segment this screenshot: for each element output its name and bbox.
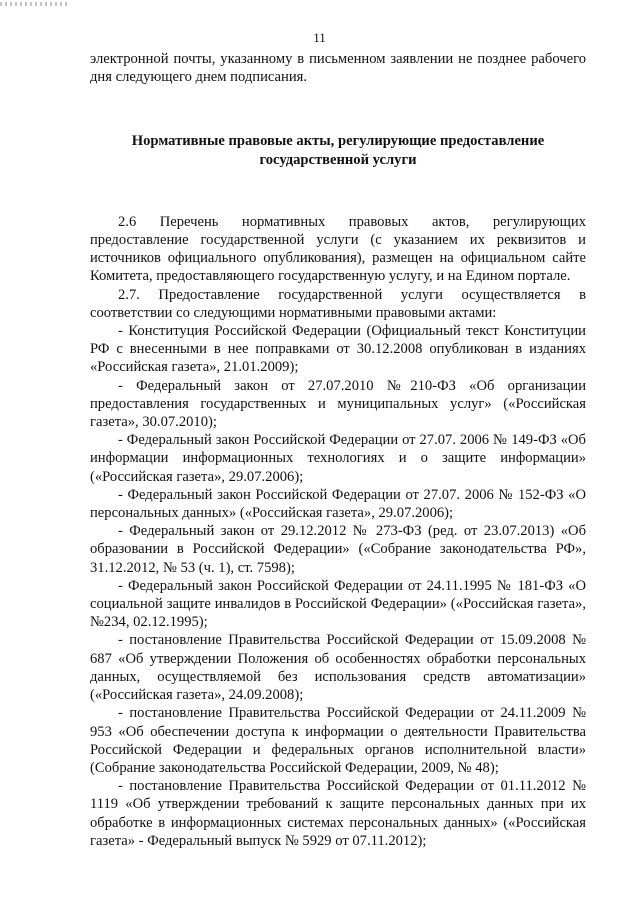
section-heading: Нормативные правовые акты, регулирующие предоставление государственной услуги [131, 133, 545, 168]
list-item-decree-953: - постановление Правительства Российской Федерации от 24.11.2009 № 953 «Об обеспечении доступа к информации о деятельности Правительства Российской Федерации и федеральных органов исполнительной власти» (Собрание законодательства Российской Федерации, 2009, № 48); [90, 705, 586, 776]
scan-artifact [0, 2, 70, 6]
paragraph-2-7: 2.7. Предоставление государственной услуги осуществляется в соответствии со следующими нормативными правовыми актами: [90, 286, 586, 321]
list-item-constitution: - Конституция Российской Федерации (Официальный текст Конституции РФ с внесенными в нее поправками от 30.12.2008 опубликован в изданиях «Российская газета», 21.01.2009); [90, 323, 586, 376]
list-item-law-181: - Федеральный закон Российской Федерации от 24.11.1995 № 181-ФЗ «О социальной защите инвалидов в Российской Федерации» («Российская газета», №234, 02.12.1995); [90, 577, 586, 631]
list-item-law-152: - Федеральный закон Российской Федерации от 27.07. 2006 № 152-ФЗ «О персональных данных» («Российская газета», 29.07.2006); [90, 486, 586, 522]
intro-paragraph: электронной почты, указанному в письменном заявлении не позднее рабочего дня следующего днем подписания. [90, 51, 586, 86]
list-item-law-149: - Федеральный закон Российской Федерации от 27.07. 2006 № 149-ФЗ «Об информации информационных технологиях и о защите информации» («Российская газета», 29.07.2006); [90, 432, 586, 485]
document-body [90, 50, 586, 850]
list-item-law-210: - Федеральный закон от 27.07.2010 №210-ФЗ «Об организации предоставления государственных и муниципальных услуг» («Российская газета», 30.07.2010); [90, 377, 586, 431]
list-item-law-273: - Федеральный закон от 29.12.2012 № 273-ФЗ (ред. от 23.07.2013) «Об образовании в Российской Федерации» («Собрание законодательства РФ», 31.12.2012, № 53 (ч. 1), ст. 7598); [90, 523, 586, 576]
list-item-decree-1119: - постановление Правительства Российской Федерации от 01.11.2012 № 1119 «Об утверждении требований к защите персональных данных при их обработке в информационных системах персональных данных» («Российская газета» - Федеральный выпуск № 5929 от 07.11.2012); [90, 778, 586, 849]
list-item-decree-687: - постановление Правительства Российской Федерации от 15.09.2008 № 687 «Об утверждении Положения об особенностях обработки персональных данных, осуществляемой без использования средств автоматизации» («Российская газета», 24.09.2008); [90, 632, 586, 704]
page-number: 11 [313, 30, 326, 45]
paragraph-2-6: 2.6 Перечень нормативных правовых актов, регулирующих предоставление государственной услуги (с указанием их реквизитов и источников официального опубликования), размещен на официальном сайте Комитета, предоставляющего государственную услугу, и на Едином портале. [90, 213, 586, 285]
